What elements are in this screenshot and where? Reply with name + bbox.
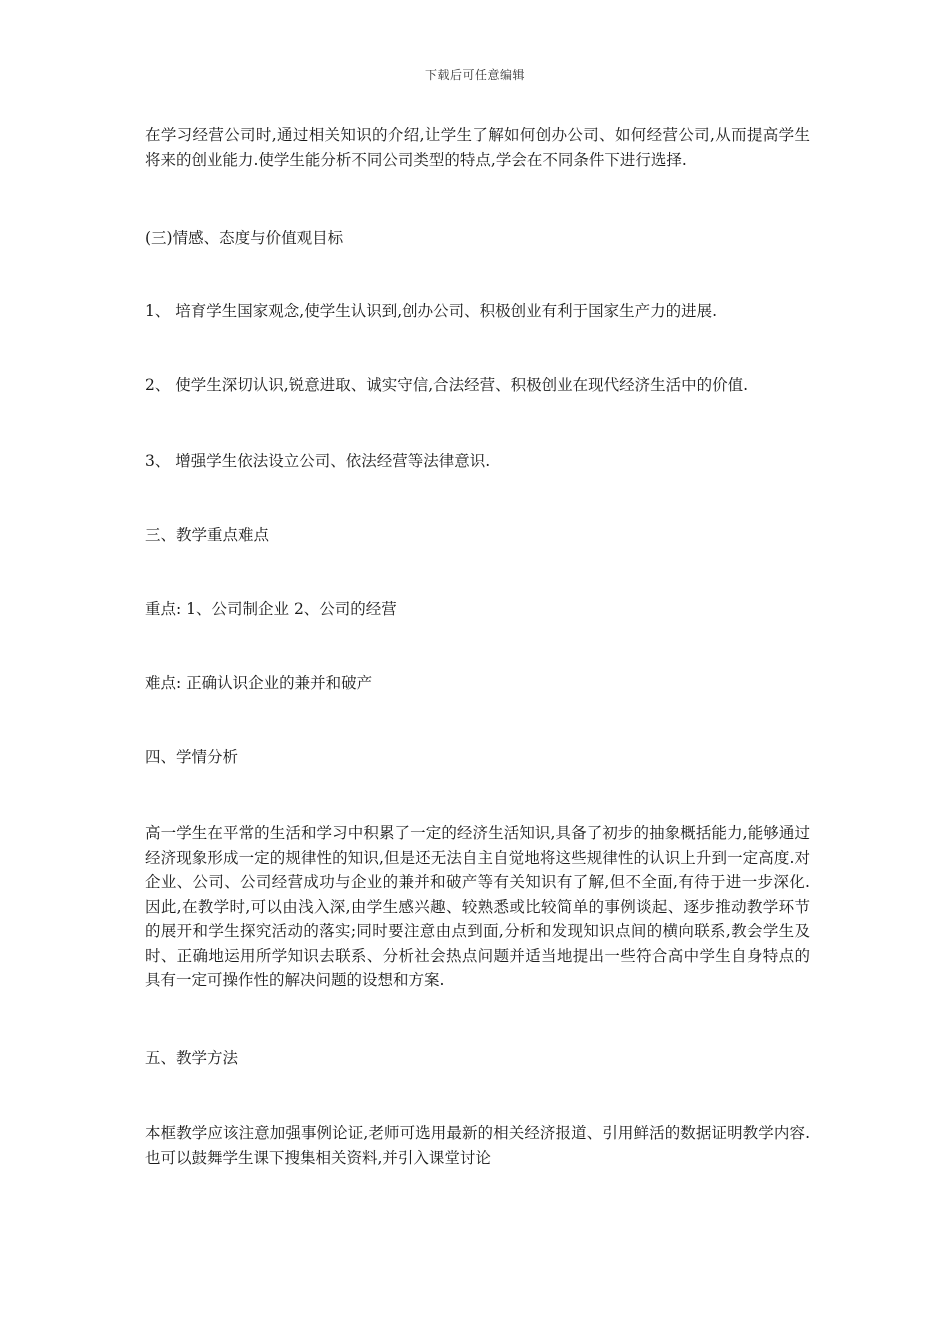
list-item-goal-2: 2、 使学生深切认识,锐意进取、诚实守信,合法经营、积极创业在现代经济生活中的价值. (145, 376, 749, 394)
list-item-goal-1: 1、 培育学生国家观念,使学生认识到,创办公司、积极创业有利于国家生产力的进展. (145, 302, 718, 320)
section-heading-key-points: 三、教学重点难点 (145, 526, 270, 544)
paragraph-student-analysis: 高一学生在平常的生活和学习中积累了一定的经济生活知识,具备了初步的抽象概括能力,能够通过经济现象形成一定的规律性的知识,但是还无法自主自觉地将这些规律性的认识上升到一定高度.对企业、公司、公司经营成功与企业的兼并和破产等有关知识有了解,但不全面,有待于进一步深化.因此,在教学时,可以由浅入深,由学生感兴趣、较熟悉或比较简单的事例谈起、逐步推动教学环节的展开和学生探究活动的落实;同时要注意由点到面,分析和发现知识点间的横向联系,教会学生及时、正确地运用所学知识去联系、分析社会热点问题并适当地提出一些符合高中学生自身特点的具有一定可操作性的解决问题的设想和方案. (145, 824, 810, 989)
section-heading-teaching-method: 五、教学方法 (145, 1049, 239, 1067)
section-heading-student-analysis: 四、学情分析 (145, 748, 239, 766)
section-heading-emotion-goals: (三)情感、态度与价值观目标 (145, 229, 344, 247)
paragraph-teaching-method: 本框教学应该注意加强事例论证,老师可选用最新的相关经济报道、引用鲜活的数据证明教学内容.也可以鼓舞学生课下搜集相关资料,并引入课堂讨论 (145, 1124, 810, 1167)
paragraph-difficult-points: 难点: 正确认识企业的兼并和破产 (145, 674, 373, 692)
paragraph-learning-company: 在学习经营公司时,通过相关知识的介绍,让学生了解如何创办公司、如何经营公司,从而提高学生将来的创业能力.使学生能分析不同公司类型的特点,学会在不同条件下进行选择. (145, 126, 810, 169)
paragraph-key-points: 重点: 1、公司制企业 2、公司的经营 (145, 600, 397, 618)
list-item-goal-3: 3、 增强学生依法设立公司、依法经营等法律意识. (145, 452, 491, 470)
page-header-note: 下载后可任意编辑 (424, 68, 525, 82)
